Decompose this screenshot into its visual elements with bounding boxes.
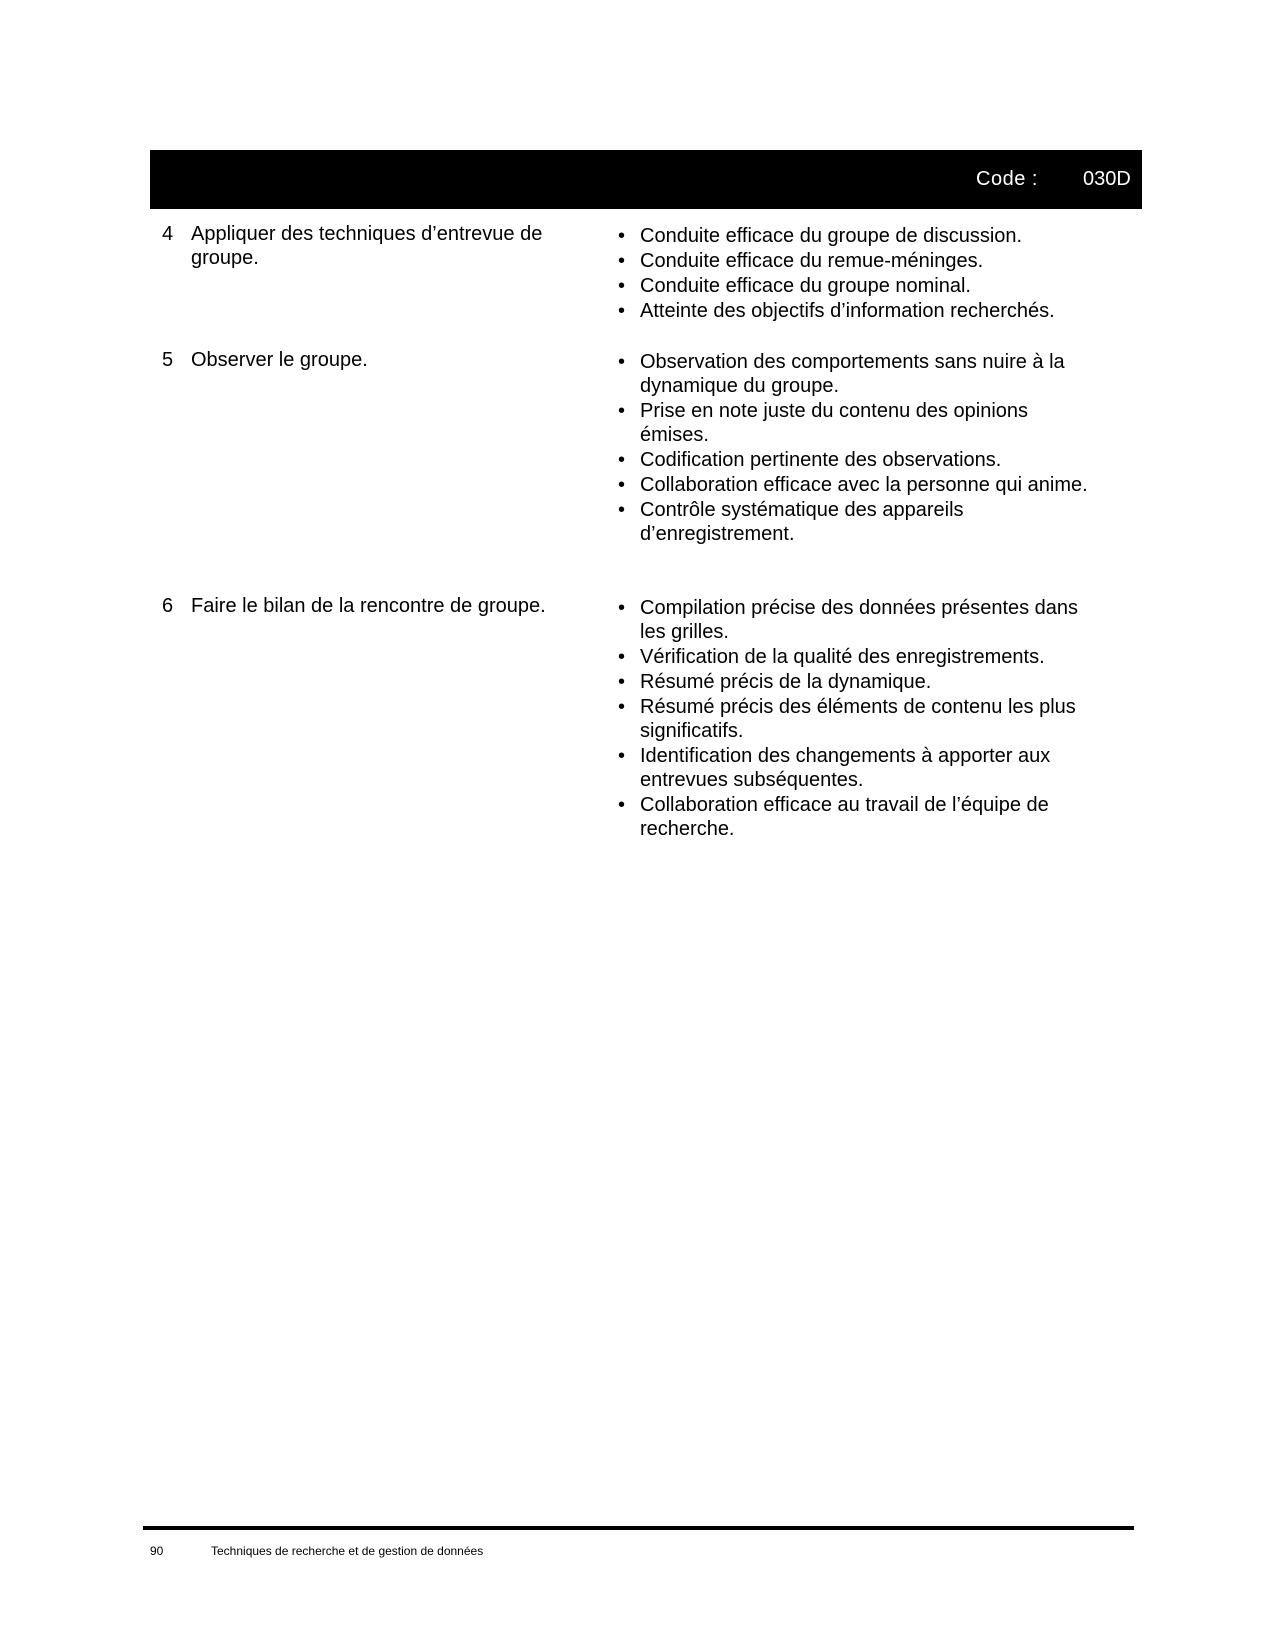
criteria-item: • Collaboration efficace avec la personne qui anime. (618, 474, 1088, 496)
bullet-icon: • (618, 597, 626, 619)
criteria-item: • Conduite efficace du remue-méninges. (618, 250, 984, 272)
criteria-item: • Contrôle systématique des appareils d’enregistrement. (618, 499, 964, 545)
criteria-item: • Observation des comportements sans nuire à la dynamique du groupe. (618, 351, 1065, 397)
bullet-icon: • (618, 449, 626, 471)
criteria-item: • Résumé précis des éléments de contenu les plus significatifs. (618, 696, 1076, 742)
code-value: 030D (1083, 168, 1131, 190)
bullet-icon: • (618, 351, 626, 373)
criteria-item: • Identification des changements à apporter aux entrevues subséquentes. (618, 745, 1051, 791)
code-label: Code : (976, 168, 1038, 190)
bullet-icon: • (618, 646, 626, 668)
bullet-icon: • (618, 250, 626, 272)
header-bar (150, 150, 1142, 209)
element-title: Faire le bilan de la rencontre de groupe. (191, 595, 546, 617)
criteria-list (610, 350, 1100, 547)
criteria-item: • Prise en note juste du contenu des opinions émises. (618, 400, 1029, 446)
bullet-icon: • (618, 745, 626, 767)
element-number: 4 (162, 223, 174, 245)
footer-rule (143, 1526, 1134, 1530)
criteria-item: • Vérification de la qualité des enregistrements. (618, 646, 1045, 668)
bullet-icon: • (618, 275, 626, 297)
bullet-icon: • (618, 696, 626, 718)
bullet-icon: • (618, 794, 626, 816)
footer-title: Techniques de recherche et de gestion de données (211, 1544, 484, 1558)
bullet-icon: • (618, 671, 626, 693)
element-title: Observer le groupe. (191, 349, 368, 371)
criteria-list (610, 596, 1100, 842)
element-title: Appliquer des techniques d’entrevue de groupe. (191, 223, 543, 269)
bullet-icon: • (618, 499, 626, 521)
element-number: 6 (162, 595, 174, 617)
criteria-item: • Conduite efficace du groupe de discussion. (618, 225, 1023, 247)
bullet-icon: • (618, 474, 626, 496)
bullet-icon: • (618, 225, 626, 247)
bullet-icon: • (618, 300, 626, 322)
criteria-item: • Atteinte des objectifs d’information recherchés. (618, 300, 1055, 322)
criteria-item: • Compilation précise des données présentes dans les grilles. (618, 597, 1079, 643)
criteria-list (610, 224, 1100, 324)
bullet-icon: • (618, 400, 626, 422)
page-number: 90 (150, 1544, 164, 1558)
criteria-item: • Résumé précis de la dynamique. (618, 671, 932, 693)
criteria-item: • Codification pertinente des observations. (618, 449, 1002, 471)
criteria-item: • Conduite efficace du groupe nominal. (618, 275, 971, 297)
criteria-item: • Collaboration efficace au travail de l’équipe de recherche. (618, 794, 1049, 840)
element-number: 5 (162, 349, 174, 371)
